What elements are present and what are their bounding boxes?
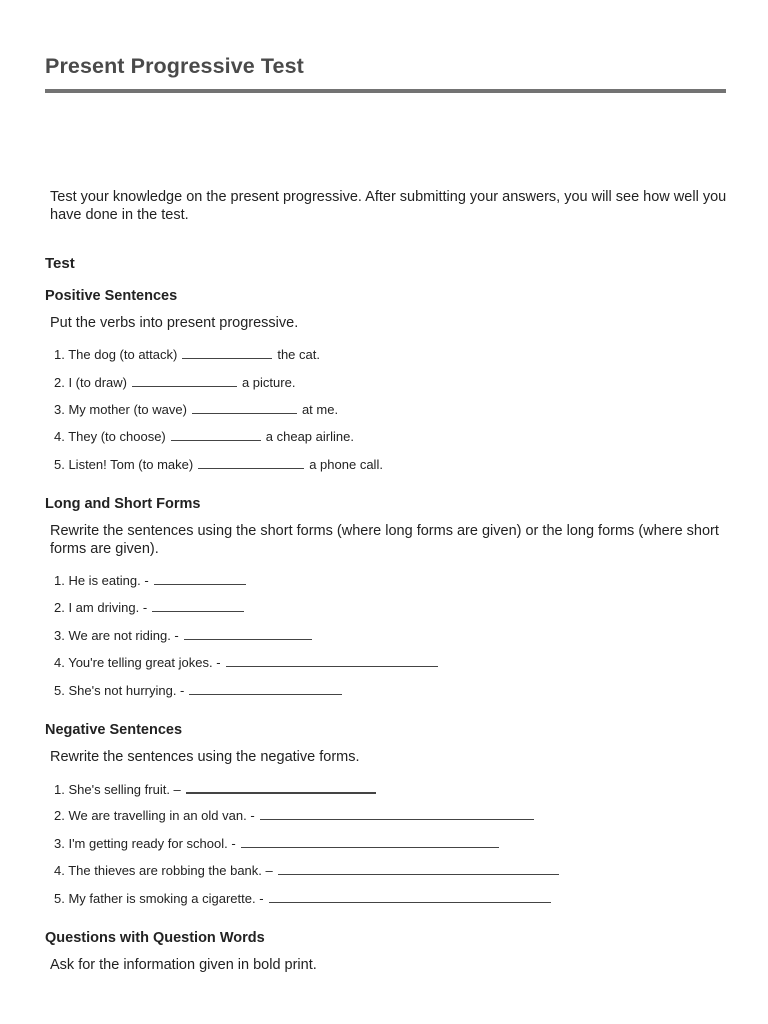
item-text-after: at me. xyxy=(301,402,339,417)
item-text: 4. You're telling great jokes. - xyxy=(54,655,221,670)
exercise-item xyxy=(54,374,295,391)
exercise-item xyxy=(54,835,504,852)
exercise-item xyxy=(54,627,317,644)
page-title: Present Progressive Test xyxy=(45,54,304,78)
item-text-after: a picture. xyxy=(241,375,296,390)
item-text: 2. We are travelling in an old van. - xyxy=(54,808,255,823)
exercise-item xyxy=(54,890,556,907)
exercise-item xyxy=(54,780,381,798)
instruction-positive: Put the verbs into present progressive. xyxy=(50,315,299,331)
answer-blank[interactable] xyxy=(184,627,312,640)
exercise-item xyxy=(54,572,251,589)
item-text: 1. She's selling fruit. – xyxy=(54,782,181,797)
exercise-item xyxy=(54,456,383,473)
item-text: 2. I am driving. - xyxy=(54,600,148,615)
item-text: 1. He is eating. - xyxy=(54,573,149,588)
answer-blank[interactable] xyxy=(154,572,246,585)
instruction-forms: Rewrite the sentences using the short forms (where long forms are given) or the long forms (where short forms are given). xyxy=(50,523,719,557)
answer-blank[interactable] xyxy=(192,401,297,414)
exercise-item xyxy=(54,862,564,879)
answer-blank[interactable] xyxy=(189,682,342,695)
item-text: 5. She's not hurrying. - xyxy=(54,683,185,698)
exercise-item xyxy=(54,401,338,418)
answer-blank[interactable] xyxy=(241,835,499,848)
exercise-item xyxy=(54,428,354,445)
item-text: 3. My mother (to wave) xyxy=(54,402,187,417)
item-text-after: the cat. xyxy=(277,347,320,362)
intro-text: Test your knowledge on the present progressive. After submitting your answers, you will see how well you have done in the test. xyxy=(50,189,727,223)
answer-blank[interactable] xyxy=(132,374,237,387)
item-text: 3. I'm getting ready for school. - xyxy=(54,836,236,851)
answer-blank[interactable] xyxy=(198,456,304,469)
item-text-after: a phone call. xyxy=(309,457,383,472)
answer-blank[interactable] xyxy=(152,599,244,612)
item-text: 4. The thieves are robbing the bank. – xyxy=(54,863,273,878)
instruction-negative: Rewrite the sentences using the negative forms. xyxy=(50,749,360,765)
answer-blank[interactable] xyxy=(182,346,272,359)
test-heading: Test xyxy=(45,255,75,272)
exercise-item xyxy=(54,599,249,616)
item-text: 1. The dog (to attack) xyxy=(54,347,178,362)
section-heading-questions: Questions with Question Words xyxy=(45,930,265,946)
exercise-item xyxy=(54,346,320,363)
answer-blank[interactable] xyxy=(278,862,559,875)
exercise-item xyxy=(54,654,443,671)
item-text: 5. Listen! Tom (to make) xyxy=(54,457,194,472)
answer-blank[interactable] xyxy=(269,890,551,903)
answer-blank[interactable] xyxy=(171,428,261,441)
item-text: 4. They (to choose) xyxy=(54,429,166,444)
answer-blank[interactable] xyxy=(260,807,534,820)
answer-blank[interactable] xyxy=(186,780,376,794)
section-heading-negative: Negative Sentences xyxy=(45,722,183,738)
answer-blank[interactable] xyxy=(226,654,438,667)
item-text: 5. My father is smoking a cigarette. - xyxy=(54,891,264,906)
section-heading-positive: Positive Sentences xyxy=(45,288,178,304)
item-text: 3. We are not riding. - xyxy=(54,628,179,643)
item-text-after: a cheap airline. xyxy=(265,429,354,444)
title-divider xyxy=(45,89,726,93)
exercise-item xyxy=(54,682,347,699)
instruction-questions: Ask for the information given in bold print. xyxy=(50,957,317,973)
item-text: 2. I (to draw) xyxy=(54,375,127,390)
exercise-item xyxy=(54,807,539,824)
section-heading-forms: Long and Short Forms xyxy=(45,496,201,512)
